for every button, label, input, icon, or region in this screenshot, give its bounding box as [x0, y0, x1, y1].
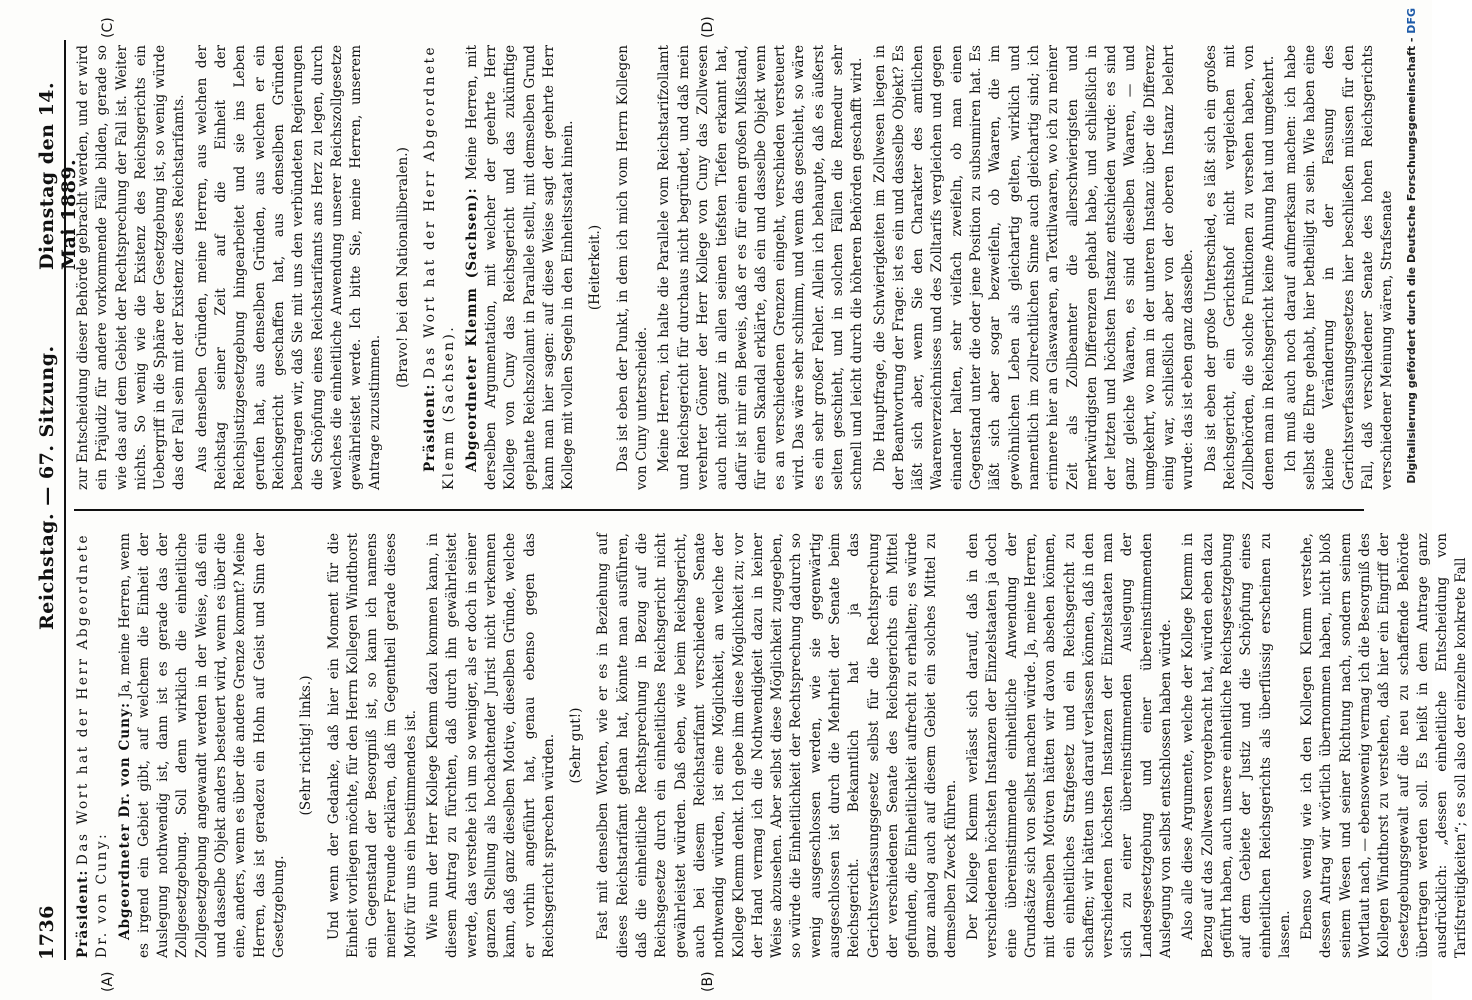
paragraph: Der Kollege Klemm verlässt sich darauf, daß in den verschiedenen höchsten Instanzen der Einzelstaaten ja doch eine übereinstimmende einheitliche Anwendung der Grundsätze sich von selbst machen würde. Ja, meine Herren, mit demselben Motiven hätten wir davon absehen können, ein einheitliches Strafgesetz und ein Reichsgericht zu schaffen; wir hätten uns darauf verlassen können, daß in den verschiedenen höchsten Instanzen der Einzelstaaten man sich zu einer übereinstimmenden Auslegung der Landesgesetzgebung und einer übereinstimmenden Auslegung von selbst entschlossen haben würde. [965, 533, 1175, 958]
interjection: (Bravo! bei den Nationalliberalen.) [394, 147, 411, 388]
paragraph: Präsident: Das Wort hat der Herr Abgeordnete Dr. von Cuny: [75, 533, 111, 958]
speaker-label: Abgeordneter Dr. von Cuny: [116, 702, 133, 940]
paragraph: Ebenso wenig wie ich den Kollegen Klemm verstehe, dessen Antrag wir wörtlich übernommen haben, nicht bloß seinem Wesen und seiner Richtung nach, sondern seinem Wortlaut nach, — ebensowenig vermag ich die Besorgniß des Kollegen Windthorst zu verstehen, daß hier ein Eingriff der Gesetzgebungsgewalt auf die neu zu schaffende Behörde übertragen werden soll. Es heißt in dem Antrage ganz ausdrücklich: „dessen einheitliche Entscheidung von Tarifstreitigkeiten“; es soll also der einzelne konkrete Fall [1299, 533, 1470, 958]
paragraph: Das ist eben der Punkt, in dem ich mich vom Herrn Kollegen von Cuny unterscheide. [614, 45, 651, 490]
paragraph: Ich muß auch noch darauf aufmerksam machen: ich habe selbst die Ehre gehabt, hier betheiligt zu sein. Wie haben eine kleine Veränderung in der Fassung des Gerichtsverfassungsgesetzes hier beschließen müssen für den Fall, daß verschiedener Senate des hohen Reichsgerichts verschiedener Meinung wären, Strafsenate [1282, 45, 1396, 490]
paragraph: Das ist eben der große Unterschied, es läßt sich ein großes Reichsgericht, ein Gerichtshof nicht vergleichen mit Zollbehörden, die solche Funktionen zu versehen haben, von denen man in Reichsgericht keine Ahnung hat und umgekehrt. [1202, 45, 1277, 490]
paragraph: Und wenn der Gedanke, daß hier ein Moment für die Einheit vorliegen möchte, für den Herrn Kollegen Windthorst ein Gegenstand der Besorgniß ist, so kann ich namens meiner Freunde erklären, daß im Gegentheil gerade dieses Motiv für uns ein bestimmendes ist. [325, 533, 419, 958]
paragraph: Fast mit denselben Worten, wie er es in Beziehung auf dieses Reichstarifamt gethan hat, könnte man ausführen, daß die einheitliche Rechtsprechung in Bezug auf die Reichsgesetze durch ein einheitliches Reichsgericht nicht gewährleistet würden. Daß eben, wie beim Reichsgericht, auch bei diesem Reichstarifamt verschiedene Senate nothwendig würden, ist eine Möglichkeit, an welche der Kollege Klemm denkt. Ich gebe ihm diese Möglichkeit zu; vor der Hand vermag ich die Nothwendigkeit dazu in keiner Weise abzusehen. Aber selbst diese Möglichkeit zugegeben, so würde die Einheitlichkeit der Rechtsprechung dadurch so wenig ausgeschlossen werden, wie sie gegenwärtig ausgeschlossen ist durch die Mehrheit der Senate beim Reichsgericht. Bekanntlich hat ja das Gerichtsverfassungsgesetz selbst für die Rechtsprechung der verschiedenen Senate des Reichsgerichts ein Mittel gefunden, die Einheitlichkeit aufrecht zu erhalten; es würde ganz analog auch auf diesem Gebiet ein solches Mittel zu demselben Zweck führen. [595, 533, 959, 958]
paragraph: Meine Herren, ich halte die Parallele vom Reichstarifzollamt und Reichsgericht für durchaus nicht begründet, und daß mein verehrter Gönner der Herr Kollege von Cuny das Zollwesen auch nicht ganz in allen seinen tiefsten Tiefen erkannt hat, dafür ist mir ein Beweis, daß er es für einen großen Mißstand, für einen Skandal erklärte, daß ein und dasselbe Objekt wenn es an verschiedenen Grenzen eingeht, verschieden versteuert wird. Das wäre sehr schlimm, und wenn das geschieht, so wäre es ein sehr großer Fehler. Allein ich behaupte, daß es äußerst selten geschieht, und in solchen Fällen die Remedur sehr schnell und leicht durch die höheren Behörden geschafft wird. [656, 45, 866, 490]
column-divider [74, 509, 1364, 511]
session-title: Reichstag. — 67. Sitzung. [36, 345, 58, 630]
running-header [32, 40, 80, 960]
interjection: (Sehr gut!) [568, 707, 585, 784]
paragraph: Wie nun der Herr Kollege Klemm dazu kommen kann, in diesem Antrag zu fürchten, daß durch ihn gewährleistet werde, das verstehe ich um so weniger, als er doch in seiner ganzen Stellung als hochachtender Jurist nicht verkennen kann, daß ganz dieselben Motive, dieselben Gründe, welche er vorhin angeführt hat, genau ebenso gegen das Reichsgericht sprechen würden. [425, 533, 557, 958]
speaker-label: Präsident: [422, 383, 439, 472]
right-column [74, 44, 1396, 490]
page-number: 1736 [36, 905, 58, 960]
speaker-label: Präsident: [75, 869, 91, 958]
paragraph: Aus denselben Gründen, meine Herren, aus welchen der Reichstag seiner Zeit auf die Einheit der Reichsjustizgesetzgebung hingearbeitet und sie ins Leben gerufen hat, aus denselben Gründen, aus welchen er ein Reichsgericht geschaffen hat, aus denselben Gründen beantragen wir, daß Sie mit uns den verbündeten Regierungen die Schöpfung eines Reichstarifamts ans Herz zu legen, durch welches die einheitliche Anwendung unserer Reichszollgesetze gewährleistet werde. Ich bitte Sie, meine Herren, unserem Antrage zuzustimmen. [193, 45, 384, 490]
header-rule [64, 40, 66, 960]
margin-mark-d: (D) [700, 16, 716, 38]
funding-note: Digitalisierung gefördert durch die Deutsche Forschungsgemeinschaft - DFG [1405, 8, 1418, 484]
interjection: (Sehr richtig! links.) [298, 675, 315, 816]
dfg-logo: DFG [1405, 8, 1418, 34]
margin-mark-a: (A) [100, 971, 116, 992]
margin-mark-c: (C) [100, 17, 116, 38]
left-column [74, 533, 1470, 958]
paragraph: zur Entscheidung dieser Behörde gebracht werden, und er wird ein Präjudiz für andere vorkommende Fälle bilden, gerade so wie das auf dem Gebiet der Rechtsprechung der Fall ist. Weiter nichts. So wenig wie die Existenz des Reichsgerichts ein Uebergriff in die Sphäre der Gesetzgebung ist, so wenig würde das der Fall sein mit der Existenz dieses Reichstarifamts. [75, 45, 188, 490]
paragraph: Die Hauptfrage, die Schwierigkeiten im Zollwesen liegen in der Beantwortung der Frage: ist es ein und dasselbe Objekt? Es läßt sich aber, wenn Sie den Charakter des amtlichen Waarenverzeichnisses und des Zolltarifs vergleichen und gegen einander halten, sehr vielfach zweifeln, ob man einen Gegenstand unter die oder jene Position zu subsumiren hat. Es läßt sich aber sogar bezweifeln, ob Waaren, die im gewöhnlichen Leben als gleichartig gelten, wirklich und namentlich im zollrechtlichen Sinne auch gleichartig sind; ich erinnere hier an Glaswaaren, an Textilwaaren, wo ich zu meiner Zeit als Zollbeamter die allerschwierigsten und merkwürdigsten Differenzen gehabt habe, und schließlich in der letzten und höchsten Instanz entschieden wurde: es sind ganz gleiche Waaren, es sind dieselben Waaren, — und umgekehrt, wo man in der unteren Instanz über die Differenz einig war, schließlich aber von der oberen Instanz belehrt wurde: das ist eben ganz dasselbe. [871, 45, 1197, 490]
paragraph: Abgeordneter Klemm (Sachsen): Meine Herren, mit derselben Argumentation, mit welcher der geehrte Herr Kollege von Cuny das Reichsgericht und das zukünftige geplante Reichszollamt in Parallele stellt, mit demselben Grund kann man hier sagen: auf diese Weise sagt der geehrte Herr Kollege mit vollen Segeln in den Einheitsstaat hinein. [463, 45, 577, 490]
speaker-label: Abgeordneter Klemm (Sachsen): [463, 187, 480, 472]
session-date: Dienstag den 14. Mai 1889. [36, 81, 80, 270]
interjection: (Heiterkeit.) [587, 224, 604, 311]
paragraph: Also alle diese Argumente, welche der Kollege Klemm in Bezug auf das Zollwesen vorgebracht hat, würden eben dazu geführt haben, auch unsere einheitliche Reichsgesetzgebung auf dem Gebiete der Justiz und die Schöpfung eines einheitlichen Reichsgerichts als überflüssig erscheinen zu lassen. [1180, 533, 1293, 958]
paragraph: Abgeordneter Dr. von Cuny: Ja, meine Herren, wenn es irgend ein Gebiet gibt, auf welchem die Einheit der Auslegung nothwendig ist, dann ist es gerade das der Zollgesetzgebung. Soll denn wirklich die einheitliche Zollgesetzgebung angewandt werden in der Weise, daß ein und dasselbe Objekt anders besteuert wird, wenn es über die eine, anders, wenn es über die andere Grenze kommt? Meine Herren, das ist geradezu ein Hohn auf Geist und Sinn der Gesetzgebung. [116, 533, 287, 958]
paragraph: Präsident: Das Wort hat der Herr Abgeordnete Klemm (Sachsen). [422, 44, 458, 490]
margin-mark-b: (B) [700, 971, 716, 992]
